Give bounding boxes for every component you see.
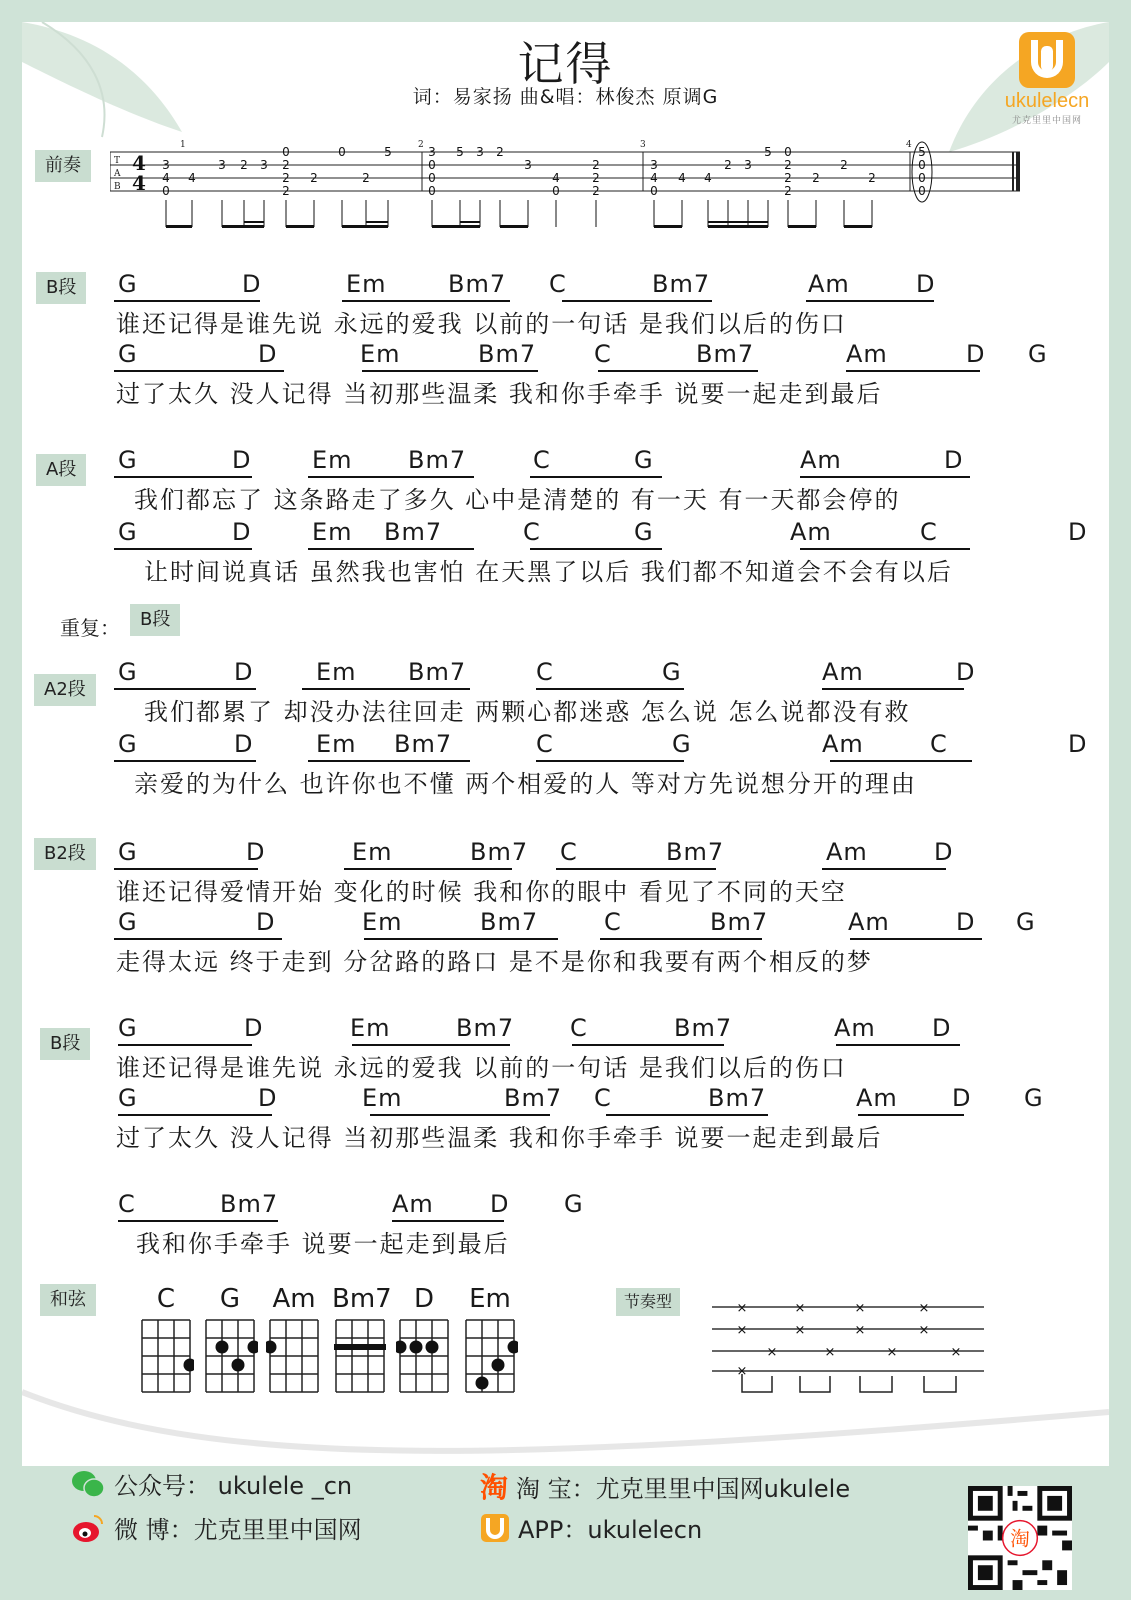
chord-symbol: Bm7 — [708, 1084, 767, 1112]
chord-symbol: G — [118, 1014, 138, 1042]
chord-symbol: C — [560, 838, 578, 866]
chord-symbol: D — [966, 340, 986, 368]
section-label-b2: B2段 — [34, 838, 96, 870]
qr-code-icon[interactable] — [968, 1486, 1072, 1590]
svg-text:2: 2 — [784, 158, 792, 172]
chord-row — [22, 658, 1109, 688]
chord-symbol: Bm7 — [480, 908, 539, 936]
chord-symbol: Bm7 — [408, 658, 467, 686]
chord-symbol: Am — [856, 1084, 898, 1112]
chord-symbol: D — [934, 838, 954, 866]
svg-text:3: 3 — [260, 158, 268, 172]
fretboard-grid-icon — [138, 1318, 194, 1398]
chord-symbol: G — [118, 446, 138, 474]
chord-symbol: Em — [312, 518, 353, 546]
wechat-text: 公众号： ukulele _cn — [114, 1472, 353, 1500]
wechat-contact[interactable] — [70, 1466, 352, 1501]
svg-text:2: 2 — [868, 171, 876, 185]
song-line — [22, 518, 1109, 586]
chord-symbol: Bm7 — [384, 518, 443, 546]
chord-symbol: Bm7 — [710, 908, 769, 936]
chord-symbol: Em — [362, 1084, 403, 1112]
svg-text:0: 0 — [918, 158, 926, 172]
section-label-b: B段 — [36, 272, 86, 304]
chord-symbol: G — [1024, 1084, 1044, 1112]
svg-text:A: A — [114, 169, 121, 179]
chord-diagram — [202, 1284, 258, 1402]
chord-underline — [598, 370, 758, 372]
chord-underline — [822, 868, 946, 870]
chord-symbol: D — [1068, 518, 1088, 546]
svg-text:2: 2 — [812, 171, 820, 185]
lyric-text: 我们都累了 却没办法往回走 两颗心都迷惑 怎么说 怎么说都没有救 — [144, 698, 911, 726]
chord-underline — [858, 1114, 964, 1116]
chord-underline — [392, 1220, 504, 1222]
svg-text:4: 4 — [650, 171, 658, 185]
chord-symbol: C — [920, 518, 938, 546]
svg-text:3: 3 — [162, 158, 170, 172]
chord-symbol: Em — [346, 270, 387, 298]
chord-symbol: Bm7 — [696, 340, 755, 368]
svg-text:×: × — [824, 1345, 836, 1360]
chord-diagram — [462, 1284, 518, 1402]
chord-underline — [308, 760, 470, 762]
svg-text:4: 4 — [678, 171, 686, 185]
chord-underline — [800, 548, 970, 550]
svg-text:×: × — [766, 1345, 778, 1360]
lyric-text: 谁还记得是谁先说 永远的爱我 以前的一句话 是我们以后的伤口 — [116, 1054, 847, 1082]
chord-underline — [530, 548, 662, 550]
repeat-target-label: B段 — [130, 604, 180, 636]
svg-text:×: × — [950, 1345, 962, 1360]
chord-underline — [600, 938, 762, 940]
chord-symbol: Em — [352, 838, 393, 866]
chord-row — [22, 1014, 1109, 1044]
chord-diagram-name: Am — [272, 1284, 316, 1314]
svg-text:5: 5 — [764, 145, 772, 159]
chord-symbol: D — [944, 446, 964, 474]
chord-symbol: Am — [834, 1014, 876, 1042]
chord-underline — [118, 1220, 278, 1222]
fretboard-grid-icon — [266, 1318, 322, 1398]
weibo-text: 微 博：尤克里里中国网 — [114, 1516, 362, 1544]
svg-text:4: 4 — [132, 171, 146, 195]
chord-symbol: D — [258, 1084, 278, 1112]
chord-symbol: Am — [822, 730, 864, 758]
svg-text:2: 2 — [282, 184, 290, 198]
chord-symbol: C — [594, 1084, 612, 1112]
chord-symbol: D — [258, 340, 278, 368]
svg-text:×: × — [736, 1323, 748, 1338]
chord-underline — [362, 370, 538, 372]
chord-symbol: G — [118, 908, 138, 936]
chord-symbol: C — [930, 730, 948, 758]
chord-symbol: C — [604, 908, 622, 936]
qr-taobao-glyph: 淘 — [1010, 1527, 1030, 1551]
footer — [0, 1466, 1131, 1600]
chord-symbol: C — [523, 518, 541, 546]
svg-text:0: 0 — [784, 145, 792, 159]
chord-symbol: Bm7 — [408, 446, 467, 474]
lyric-text: 谁还记得爱情开始 变化的时候 我和你的眼中 看见了不同的天空 — [116, 878, 847, 906]
svg-text:3: 3 — [428, 145, 436, 159]
chord-symbol: D — [932, 1014, 952, 1042]
chord-symbol: D — [956, 908, 976, 936]
chord-symbol: D — [234, 658, 254, 686]
chord-symbol: Am — [846, 340, 888, 368]
svg-text:2: 2 — [592, 171, 600, 185]
weibo-icon — [70, 1512, 106, 1544]
svg-text:0: 0 — [162, 184, 170, 198]
svg-text:4: 4 — [906, 140, 912, 150]
chord-symbol: D — [246, 838, 266, 866]
song-line — [22, 270, 1109, 338]
chord-underline — [562, 300, 712, 302]
song-sheet — [22, 22, 1109, 1466]
chord-symbol: Am — [808, 270, 850, 298]
chord-symbol: Bm7 — [456, 1014, 515, 1042]
svg-text:2: 2 — [784, 171, 792, 185]
chord-row — [22, 340, 1109, 370]
chord-diagram — [266, 1284, 322, 1402]
chord-symbol: G — [634, 446, 654, 474]
taobao-text: 淘 宝：尤克里里中国网ukulele — [516, 1474, 851, 1503]
chord-diagram-name: G — [219, 1284, 241, 1314]
chord-underline — [114, 476, 252, 478]
chord-symbol: D — [232, 446, 252, 474]
chord-row — [22, 446, 1109, 476]
song-title: 记得 — [517, 37, 614, 91]
chord-row — [22, 270, 1109, 300]
svg-text:2: 2 — [418, 140, 424, 150]
svg-text:3: 3 — [476, 145, 484, 159]
song-line — [22, 730, 1109, 798]
song-line — [22, 1190, 1109, 1258]
svg-text:2: 2 — [362, 171, 370, 185]
chord-symbol: C — [536, 658, 554, 686]
chord-underline — [352, 1044, 510, 1046]
svg-text:T: T — [114, 156, 121, 166]
chord-symbol: C — [533, 446, 551, 474]
svg-text:2: 2 — [784, 184, 792, 198]
logo-name: ukulelecn — [1004, 90, 1090, 112]
chord-symbol: Em — [360, 340, 401, 368]
chord-underline — [850, 938, 982, 940]
chord-underline — [118, 1114, 272, 1116]
chord-symbol: D — [952, 1084, 972, 1112]
chord-row — [22, 518, 1109, 548]
chord-row — [22, 1084, 1109, 1114]
svg-text:2: 2 — [724, 158, 732, 172]
repeat-instruction: 重复： — [60, 616, 120, 640]
chord-underline — [536, 688, 684, 690]
ukulele-app-icon — [480, 1512, 510, 1544]
svg-text:4: 4 — [188, 171, 196, 185]
svg-text:0: 0 — [918, 171, 926, 185]
chord-row — [22, 1190, 1109, 1220]
svg-text:×: × — [736, 1301, 748, 1316]
chord-underline — [342, 300, 510, 302]
song-line — [22, 838, 1109, 906]
chord-underline — [114, 548, 252, 550]
chord-diagram — [138, 1284, 194, 1402]
chord-symbol: Bm7 — [674, 1014, 733, 1042]
lyric-text: 走得太远 终于走到 分岔路的路口 是不是你和我要有两个相反的梦 — [116, 948, 873, 976]
chord-underline — [370, 1114, 550, 1116]
ukulele-logo-icon — [1019, 32, 1075, 88]
svg-text:×: × — [854, 1323, 866, 1338]
chord-underline — [822, 688, 964, 690]
svg-text:0: 0 — [282, 145, 290, 159]
chord-symbol: D — [256, 908, 276, 936]
svg-text:0: 0 — [428, 171, 436, 185]
chord-underline — [364, 938, 558, 940]
svg-text:4: 4 — [132, 151, 146, 175]
song-line — [22, 1084, 1109, 1152]
chord-row — [22, 730, 1109, 760]
taobao-icon: 淘 — [480, 1471, 509, 1504]
lyric-text: 让时间说真话 虽然我也害怕 在天黑了以后 我们都不知道会不会有以后 — [144, 558, 953, 586]
chord-symbol: D — [242, 270, 262, 298]
lyric-text: 谁还记得是谁先说 永远的爱我 以前的一句话 是我们以后的伤口 — [116, 310, 847, 338]
chord-underline — [308, 548, 474, 550]
svg-text:3: 3 — [218, 158, 226, 172]
chord-diagram-name: Bm7 — [332, 1284, 392, 1314]
svg-text:B: B — [114, 182, 121, 192]
chord-symbol: Em — [312, 446, 353, 474]
svg-text:2: 2 — [592, 184, 600, 198]
svg-text:2: 2 — [282, 171, 290, 185]
chord-symbol: Bm7 — [220, 1190, 279, 1218]
chord-symbol: G — [118, 270, 138, 298]
svg-text:1: 1 — [180, 140, 186, 150]
chord-symbol: G — [564, 1190, 584, 1218]
svg-text:3: 3 — [650, 158, 658, 172]
app-text: APP：ukulelecn — [518, 1516, 703, 1544]
chord-underline — [344, 868, 512, 870]
chord-symbol: G — [118, 838, 138, 866]
chord-symbol: Bm7 — [394, 730, 453, 758]
chord-symbol: Em — [362, 908, 403, 936]
chord-underline — [836, 1044, 960, 1046]
svg-text:3: 3 — [640, 140, 646, 150]
section-label-rhythm: 节奏型 — [616, 1288, 680, 1316]
chord-symbol: Am — [800, 446, 842, 474]
svg-text:0: 0 — [428, 158, 436, 172]
svg-text:3: 3 — [744, 158, 752, 172]
chord-symbol: G — [634, 518, 654, 546]
chord-symbol: C — [594, 340, 612, 368]
chord-underline — [118, 1044, 252, 1046]
chord-underline — [308, 476, 474, 478]
chord-symbol: Bm7 — [478, 340, 537, 368]
svg-text:×: × — [736, 1364, 748, 1379]
svg-text:2: 2 — [310, 171, 318, 185]
fretboard-grid-icon — [396, 1318, 452, 1398]
svg-text:×: × — [854, 1301, 866, 1316]
chord-underline — [536, 760, 684, 762]
strum-pattern-diagram — [688, 1298, 1008, 1398]
chord-symbol: C — [570, 1014, 588, 1042]
chord-symbol: G — [1016, 908, 1036, 936]
chord-symbol: Bm7 — [652, 270, 711, 298]
chord-symbol: D — [1068, 730, 1088, 758]
chord-symbol: G — [118, 518, 138, 546]
chord-symbol: Am — [392, 1190, 434, 1218]
chord-diagram-name: D — [413, 1284, 435, 1314]
intro-tablature — [110, 132, 1070, 242]
lyric-text: 亲爱的为什么 也许你也不懂 两个相爱的人 等对方先说想分开的理由 — [134, 770, 917, 798]
chord-diagram — [332, 1284, 392, 1402]
chord-row — [22, 838, 1109, 868]
fretboard-grid-icon — [202, 1318, 258, 1398]
song-line — [22, 446, 1109, 514]
chord-diagram — [396, 1284, 452, 1402]
lyric-text: 过了太久 没人记得 当初那些温柔 我和你手牵手 说要一起走到最后 — [116, 380, 883, 408]
section-label-a2: A2段 — [34, 674, 96, 706]
chord-underline — [800, 476, 970, 478]
chord-symbol: G — [118, 730, 138, 758]
chord-symbol: D — [956, 658, 976, 686]
chord-symbol: Am — [826, 838, 868, 866]
chord-underline — [572, 1044, 724, 1046]
chord-symbol: D — [232, 518, 252, 546]
svg-text:×: × — [794, 1323, 806, 1338]
chord-diagram-name: Em — [469, 1284, 511, 1314]
section-label-a: A段 — [36, 454, 86, 486]
svg-text:2: 2 — [282, 158, 290, 172]
song-line — [22, 1014, 1109, 1082]
chord-underline — [806, 300, 934, 302]
lyric-text: 我们都忘了 这条路走了多久 心中是清楚的 有一天 有一天都会停的 — [134, 486, 901, 514]
chord-underline — [114, 370, 284, 372]
chord-underline — [556, 868, 716, 870]
chord-symbol: G — [662, 658, 682, 686]
chord-underline — [846, 370, 980, 372]
lyric-text: 我和你手牵手 说要一起走到最后 — [136, 1230, 510, 1258]
svg-text:×: × — [794, 1301, 806, 1316]
chord-underline — [530, 476, 662, 478]
svg-text:0: 0 — [918, 184, 926, 198]
svg-text:4: 4 — [162, 171, 170, 185]
svg-text:2: 2 — [496, 145, 504, 159]
chord-symbol: G — [118, 340, 138, 368]
svg-text:5: 5 — [384, 145, 392, 159]
svg-text:2: 2 — [840, 158, 848, 172]
chord-symbol: Am — [848, 908, 890, 936]
chord-symbol: D — [234, 730, 254, 758]
chord-symbol: C — [118, 1190, 136, 1218]
svg-text:×: × — [886, 1345, 898, 1360]
svg-text:2: 2 — [592, 158, 600, 172]
chord-underline — [114, 300, 260, 302]
chord-underline — [830, 760, 972, 762]
chord-underline — [114, 688, 256, 690]
fretboard-grid-icon — [332, 1318, 388, 1398]
taobao-contact[interactable] — [480, 1466, 850, 1506]
chord-underline — [114, 760, 256, 762]
chord-underline — [114, 938, 282, 940]
chord-symbol: D — [490, 1190, 510, 1218]
svg-text:0: 0 — [428, 184, 436, 198]
chord-underline — [302, 688, 470, 690]
chord-symbol: D — [916, 270, 936, 298]
svg-text:4: 4 — [552, 171, 560, 185]
section-label-b-repeat: B段 — [40, 1028, 90, 1060]
svg-text:0: 0 — [650, 184, 658, 198]
chord-symbol: Am — [790, 518, 832, 546]
chord-symbol: Bm7 — [504, 1084, 563, 1112]
lyric-text: 过了太久 没人记得 当初那些温柔 我和你手牵手 说要一起走到最后 — [116, 1124, 883, 1152]
svg-text:4: 4 — [704, 171, 712, 185]
chord-symbol: Em — [316, 730, 357, 758]
weibo-contact[interactable] — [70, 1510, 362, 1545]
svg-text:×: × — [918, 1323, 930, 1338]
chord-symbol: C — [536, 730, 554, 758]
chord-symbol: Bm7 — [470, 838, 529, 866]
svg-text:5: 5 — [918, 145, 926, 159]
brand-logo[interactable] — [999, 32, 1095, 126]
song-line — [22, 908, 1109, 976]
app-contact[interactable] — [480, 1510, 702, 1545]
chord-symbol: Bm7 — [666, 838, 725, 866]
chord-symbol: G — [118, 658, 138, 686]
logo-subtitle: 尤克里里中国网 — [1011, 116, 1082, 126]
chord-symbol: D — [244, 1014, 264, 1042]
chord-symbol: Em — [350, 1014, 391, 1042]
chord-underline — [114, 868, 258, 870]
chord-symbol: Am — [822, 658, 864, 686]
section-label-chords: 和弦 — [40, 1284, 96, 1316]
chord-symbol: G — [118, 1084, 138, 1112]
svg-text:2: 2 — [240, 158, 248, 172]
song-line — [22, 340, 1109, 408]
svg-text:0: 0 — [552, 184, 560, 198]
svg-text:×: × — [918, 1301, 930, 1316]
chord-symbol: G — [1028, 340, 1048, 368]
svg-text:3: 3 — [524, 158, 532, 172]
chord-symbol: C — [549, 270, 567, 298]
chord-symbol: Bm7 — [448, 270, 507, 298]
svg-text:5: 5 — [456, 145, 464, 159]
fretboard-grid-icon — [462, 1318, 518, 1398]
chord-row — [22, 908, 1109, 938]
chord-symbol: Em — [316, 658, 357, 686]
wechat-icon — [70, 1468, 106, 1500]
chord-diagram-name: C — [156, 1284, 176, 1314]
song-credits: 词：易家扬 曲&唱：林俊杰 原调G — [412, 86, 719, 108]
chord-underline — [606, 1114, 768, 1116]
chord-symbol: G — [672, 730, 692, 758]
section-label-intro: 前奏 — [35, 150, 91, 182]
svg-text:0: 0 — [338, 145, 346, 159]
